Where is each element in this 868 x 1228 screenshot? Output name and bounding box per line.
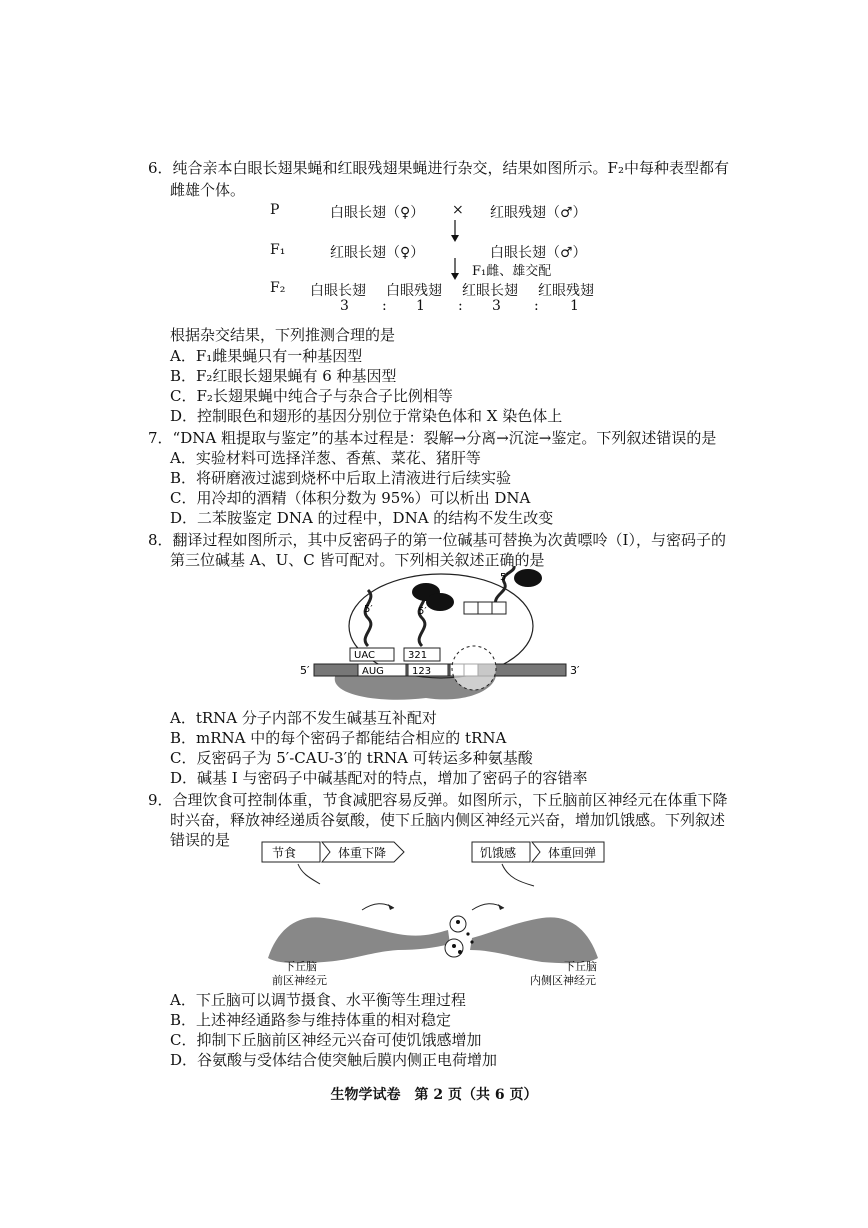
q7-option-d[interactable]: D．二苯胺鉴定 DNA 的过程中，DNA 的结构不发生改变 xyxy=(170,509,554,527)
mrna-3-prime: 3′ xyxy=(570,664,580,677)
codon-text: AUG xyxy=(362,666,384,677)
q6-prompt: 根据杂交结果，下列推测合理的是 xyxy=(170,326,396,344)
box-diet-text: 节食 xyxy=(272,846,297,860)
codon-numbers: 123 xyxy=(412,666,432,677)
ratio-sep-2: : xyxy=(458,298,463,314)
label-right-1: 下丘脑 xyxy=(564,960,597,973)
label-left-1: 下丘脑 xyxy=(284,960,317,973)
ratio-sep-1: : xyxy=(382,298,387,314)
ratio-2: 1 xyxy=(416,298,425,314)
q6-option-c[interactable]: C．F₂长翅果蝇中纯合子与杂合子比例相等 xyxy=(170,387,453,405)
q8-option-c[interactable]: C．反密码子为 5′-CAU-3′的 tRNA 可转运多种氨基酸 xyxy=(170,749,533,767)
box-hunger-text: 饥饿感 xyxy=(480,846,517,860)
f2-label: F₂ xyxy=(270,280,286,296)
arrow-to-right-neuron xyxy=(502,864,534,886)
q7-stem: 7．“DNA 粗提取与鉴定”的基本过程是：裂解→分离→沉淀→鉴定。下列叙述错误的是 xyxy=(148,429,717,447)
label-right-2: 内侧区神经元 xyxy=(530,974,596,987)
anticodon-text: UAC xyxy=(354,650,375,661)
f1-male: 白眼长翅（♂） xyxy=(490,245,587,261)
a-site xyxy=(452,646,496,690)
f1-mating-note: F₁雌、雄交配 xyxy=(472,264,552,279)
q7-option-c[interactable]: C．用冷却的酒精（体积分数为 95%）可以析出 DNA xyxy=(170,489,531,507)
trna-5-prime-3: 5′ xyxy=(500,572,509,583)
ratio-4: 1 xyxy=(570,298,579,314)
q8-stem-line2: 第三位碱基 A、U、C 皆可配对。下列相关叙述正确的是 xyxy=(170,551,545,569)
f1-label: F₁ xyxy=(270,242,286,258)
mrna-5-prime: 5′ xyxy=(300,664,310,677)
q6-stem-line1: 6．纯合亲本白眼长翅果蝇和红眼残翅果蝇进行杂交，结果如图所示。F₂中每种表型都有 xyxy=(148,159,729,177)
down-arrow-icon xyxy=(448,258,462,282)
box-weight-loss-text: 体重下降 xyxy=(338,846,387,860)
ratio-1: 3 xyxy=(340,298,349,314)
cross-diagram xyxy=(262,196,602,318)
amino-acid-3 xyxy=(514,569,542,587)
translation-diagram xyxy=(296,566,586,706)
p-label: P xyxy=(270,202,280,218)
p-female: 白眼长翅（♀） xyxy=(330,205,425,221)
arrow-to-left-neuron xyxy=(298,864,320,884)
label-left-2: 前区神经元 xyxy=(272,974,327,987)
anticodon-numbers: 321 xyxy=(408,650,428,661)
q9-option-a[interactable]: A．下丘脑可以调节摄食、水平衡等生理过程 xyxy=(170,991,466,1009)
q9-option-b[interactable]: B．上述神经通路参与维持体重的相对稳定 xyxy=(170,1011,452,1029)
cross-symbol: × xyxy=(452,202,464,218)
f2-type-2: 白眼残翅 xyxy=(386,283,442,299)
q8-option-a[interactable]: A．tRNA 分子内部不发生碱基互补配对 xyxy=(170,709,437,727)
down-arrow-icon xyxy=(448,220,462,244)
f2-type-4: 红眼残翅 xyxy=(538,283,594,299)
q8-option-d[interactable]: D．碱基 I 与密码子中碱基配对的特点，增加了密码子的容错率 xyxy=(170,769,588,787)
ratio-sep-3: : xyxy=(534,298,539,314)
q9-option-d[interactable]: D．谷氨酸与受体结合使突触后膜内侧正电荷增加 xyxy=(170,1051,498,1069)
trna-1 xyxy=(365,590,371,646)
trna-5-prime-2: 5′ xyxy=(418,606,427,617)
left-neuron xyxy=(268,917,450,963)
q8-option-b[interactable]: B．mRNA 中的每个密码子都能结合相应的 tRNA xyxy=(170,729,507,747)
q9-stem-line3: 错误的是 xyxy=(170,831,231,849)
q8-stem-line1: 8．翻译过程如图所示，其中反密码子的第一位碱基可替换为次黄嘌呤（I），与密码子的 xyxy=(148,531,726,549)
q6-option-a[interactable]: A．F₁雌果蝇只有一种基因型 xyxy=(170,347,363,365)
box-weight-rebound-text: 体重回弹 xyxy=(548,846,597,860)
right-neuron xyxy=(470,917,598,963)
q6-stem-line2: 雌雄个体。 xyxy=(170,181,246,199)
amino-acid-2 xyxy=(426,593,454,611)
ratio-3: 3 xyxy=(492,298,501,314)
q7-option-b[interactable]: B．将研磨液过滤到烧杯中后取上清液进行后续实验 xyxy=(170,469,512,487)
f1-female: 红眼长翅（♀） xyxy=(330,245,425,261)
q9-option-c[interactable]: C．抑制下丘脑前区神经元兴奋可使饥饿感增加 xyxy=(170,1031,482,1049)
q6-option-d[interactable]: D．控制眼色和翅形的基因分别位于常染色体和 X 染色体上 xyxy=(170,407,563,425)
q9-stem-line1: 9．合理饮食可控制体重，节食减肥容易反弹。如图所示，下丘脑前区神经元在体重下降 xyxy=(148,791,728,809)
neuron-diagram xyxy=(258,838,608,988)
f2-type-3: 红眼长翅 xyxy=(462,283,518,299)
q6-option-b[interactable]: B．F₂红眼长翅果蝇有 6 种基因型 xyxy=(170,367,397,385)
q7-option-a[interactable]: A．实验材料可选择洋葱、香蕉、菜花、猪肝等 xyxy=(170,449,481,467)
f2-type-1: 白眼长翅 xyxy=(310,283,366,299)
p-male: 红眼残翅（♂） xyxy=(490,205,587,221)
trna-5-prime: 5′ xyxy=(364,604,373,615)
page-footer: 生物学试卷 第 2 页（共 6 页） xyxy=(330,1087,538,1103)
q9-stem-line2: 时兴奋，释放神经递质谷氨酸，使下丘脑内侧区神经元兴奋，增加饥饿感。下列叙述 xyxy=(170,811,726,829)
